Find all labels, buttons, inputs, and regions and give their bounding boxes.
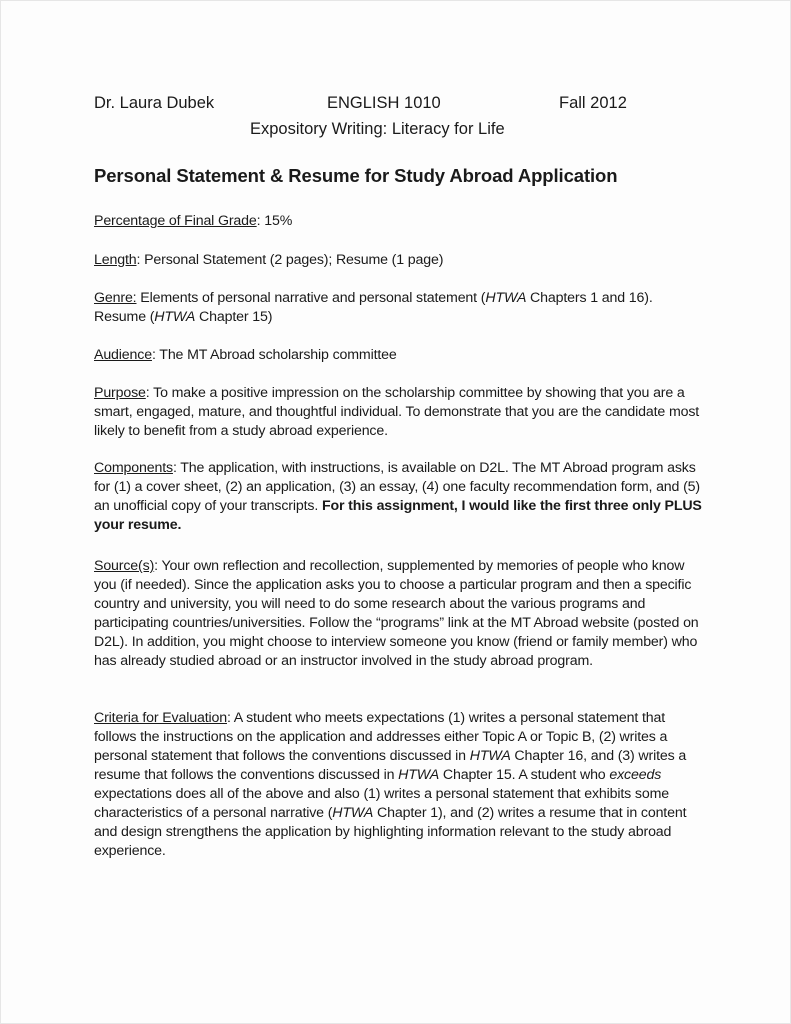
section-label: Purpose bbox=[94, 385, 146, 401]
section-text: Chapter 16, and (3) writes a resume that follows the conventions discussed in bbox=[94, 748, 687, 783]
section-text: Personal Statement (2 pages); Resume (1 page) bbox=[144, 252, 444, 268]
emphasis-text: exceeds bbox=[609, 767, 662, 783]
section-criteria bbox=[94, 709, 704, 861]
section-text: 15% bbox=[264, 213, 293, 229]
book-title: HTWA bbox=[469, 748, 511, 764]
section-text: Elements of personal narrative and personal statement ( bbox=[140, 290, 486, 306]
separator: : bbox=[226, 710, 234, 726]
section-text: A student who meets expectations (1) writes a personal statement that follows the instructions on the application and addresses either Topic A or Topic B, (2) writes a personal statement that follows the conventions discussed in bbox=[94, 710, 668, 764]
section-text: The application, with instructions, is available on D2L. The MT Abroad program asks for (1) a cover sheet, (2) an application, (3) an essay, (4) one faculty recommendation form, and (5) an unofficial copy of your transcripts. bbox=[94, 460, 700, 514]
section-text: Chapter 1), and (2) writes a resume that in content and design strengthens the application by highlighting information relevant to the study abroad experience. bbox=[94, 805, 687, 859]
section-label: Genre: bbox=[94, 290, 137, 306]
section-label: Source(s) bbox=[94, 558, 155, 574]
section-genre bbox=[94, 289, 704, 327]
section-text: Your own reflection and recollection, supplemented by memories of people who know you (if needed). Since the application asks you to choose a particular program and then a specific country and university, you will need to do some research about the various programs and participating countries/universities. Follow the “programs” link at the MT Abroad website (posted on D2L). In addition, you might choose to interview someone you know (friend or family member) who has already studied abroad or an instructor involved in the study abroad program. bbox=[94, 558, 699, 669]
book-title: HTWA bbox=[485, 290, 527, 306]
section-text: Chapter 15. A student who bbox=[439, 767, 610, 783]
separator: : bbox=[151, 347, 160, 363]
instructor-name: Dr. Laura Dubek bbox=[94, 94, 215, 112]
book-title: HTWA bbox=[154, 309, 196, 325]
section-components bbox=[94, 459, 704, 535]
section-label: Components bbox=[94, 460, 173, 476]
section-label: Criteria for Evaluation bbox=[94, 710, 227, 726]
document-title: Personal Statement & Resume for Study Abroad Application bbox=[94, 165, 618, 186]
section-purpose bbox=[94, 384, 704, 441]
section-sources bbox=[94, 557, 704, 671]
section-text: expectations does all of the above and also (1) writes a personal statement that exhibits some characteristics of a personal narrative ( bbox=[94, 786, 670, 821]
section-text: The MT Abroad scholarship committee bbox=[159, 347, 397, 363]
separator: : bbox=[172, 460, 181, 476]
section-grade-percentage bbox=[94, 212, 704, 231]
section-label: Percentage of Final Grade bbox=[94, 213, 257, 229]
section-audience bbox=[94, 346, 704, 365]
section-text: Resume ( bbox=[94, 309, 155, 325]
course-subtitle: Expository Writing: Literacy for Life bbox=[250, 120, 505, 138]
book-title: HTWA bbox=[398, 767, 440, 783]
section-label: Audience bbox=[94, 347, 152, 363]
separator: : bbox=[145, 385, 154, 401]
section-label: Length bbox=[94, 252, 137, 268]
emphasis-text: For this assignment, I would like the first three only PLUS your resume. bbox=[94, 498, 702, 533]
course-code: ENGLISH 1010 bbox=[327, 94, 441, 112]
term: Fall 2012 bbox=[559, 94, 627, 112]
section-text: Chapter 15) bbox=[195, 309, 273, 325]
section-text: Chapters 1 and 16). bbox=[526, 290, 653, 306]
book-title: HTWA bbox=[332, 805, 374, 821]
section-length bbox=[94, 251, 704, 270]
separator: : bbox=[136, 252, 145, 268]
section-text: To make a positive impression on the scholarship committee by showing that you are a smart, engaged, mature, and thoughtful individual. To demonstrate that you are the candidate most likely to benefit from a study abroad experience. bbox=[94, 385, 700, 439]
course-header bbox=[94, 94, 654, 116]
separator: : bbox=[154, 558, 162, 574]
separator: : bbox=[256, 213, 265, 229]
